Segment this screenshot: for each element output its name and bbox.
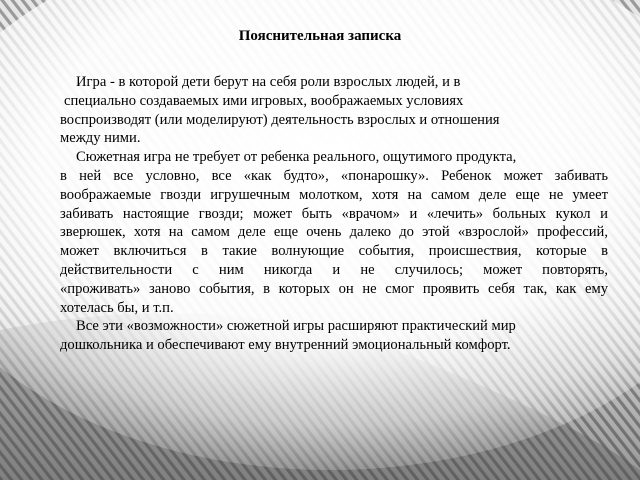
text-line: в ней все условно, все «как будто», «понарошку». Ребенок может забивать	[60, 167, 608, 184]
text-line: действительности с ним никогда и не случилось; может повторять,	[60, 261, 608, 278]
text-line: может включиться в такие волнующие события, происшествия, которые в	[60, 243, 608, 260]
text-line: дошкольника и обеспечивают ему внутренний эмоциональный комфорт.	[60, 337, 511, 354]
explanatory-text	[60, 73, 608, 355]
text-line: между ними.	[60, 130, 141, 147]
text-line: специально создаваемых ими игровых, воображаемых условиях	[64, 92, 464, 109]
text-line: хотелась бы, и т.п.	[60, 299, 174, 316]
text-line: воспроизводят (или моделируют) деятельность взрослых и отношения	[60, 111, 500, 128]
text-line: зверюшек, хотя на самом деле еще очень далеко до этой «взрослой» профессий,	[60, 224, 608, 241]
page-title: Пояснительная записка	[238, 28, 402, 44]
text-line: забивать настоящие гвозди; может быть «врачом» и «лечить» больных кукол и	[60, 205, 608, 222]
text-line: воображаемые гвозди игрушечным молотком, хотя на самом деле еще не умеет	[60, 186, 608, 203]
text-line: Игра - в которой дети берут на себя роли взрослых людей, и в	[76, 74, 461, 90]
text-line: «проживать» заново события, в которых он не смог проявить себя так, как ему	[60, 280, 608, 297]
text-line: Сюжетная игра не требует от ребенка реального, ощутимого продукта,	[76, 149, 517, 166]
text-line: Все эти «возможности» сюжетной игры расширяют практический мир	[76, 318, 516, 335]
